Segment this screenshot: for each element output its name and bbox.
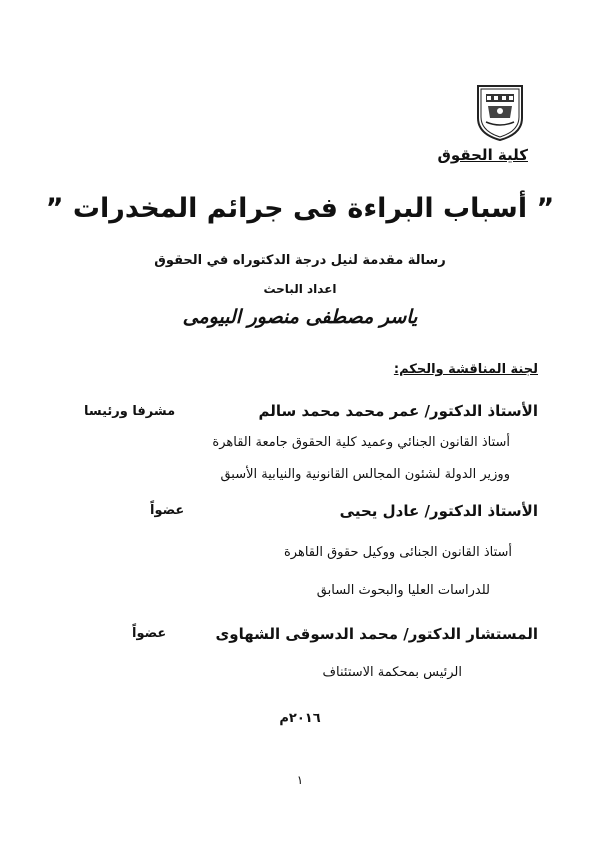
member-3-desc-1: الرئيس بمحكمة الاستئناف (322, 665, 462, 680)
year: ٢٠١٦م (279, 711, 321, 726)
member-2-desc-1: أستاذ القانون الجنائى ووكيل حقوق القاهرة (283, 545, 512, 560)
prepared-by-label: اعداد الباحث (263, 282, 337, 296)
researcher-name: ياسر مصطفى منصور البيومى (182, 306, 418, 328)
faculty-name: كلية الحقوق (437, 146, 528, 164)
thesis-subtitle: رسالة مقدمة لنيل درجة الدكتوراه في الحقوق (154, 253, 446, 268)
committee-heading: لجنة المناقشة والحكم: (393, 362, 538, 377)
member-1-desc-2: ووزير الدولة لشئون المجالس القانونية والنيابية الأسبق (220, 467, 510, 482)
page-number: ١ (296, 773, 304, 787)
member-1-desc-1: أستاذ القانون الجنائي وعميد كلية الحقوق جامعة القاهرة (212, 435, 510, 450)
member-3-name: المستشار الدكتور/ محمد الدسوقى الشهاوى (215, 625, 538, 643)
thesis-title: ” أسباب البراءة فى جرائم المخدرات ” (45, 193, 555, 224)
member-2-name: الأستاذ الدكتور/ عادل يحيى (339, 502, 538, 520)
member-2-role: عضواً (150, 503, 185, 518)
member-2-desc-2: للدراسات العليا والبحوث السابق (316, 583, 490, 598)
member-1-name: الأستاذ الدكتور/ عمر محمد محمد سالم (258, 402, 538, 420)
university-logo (470, 80, 530, 142)
member-3-role: عضواً (132, 626, 167, 641)
member-1-role: مشرفا ورئيسا (84, 404, 176, 419)
